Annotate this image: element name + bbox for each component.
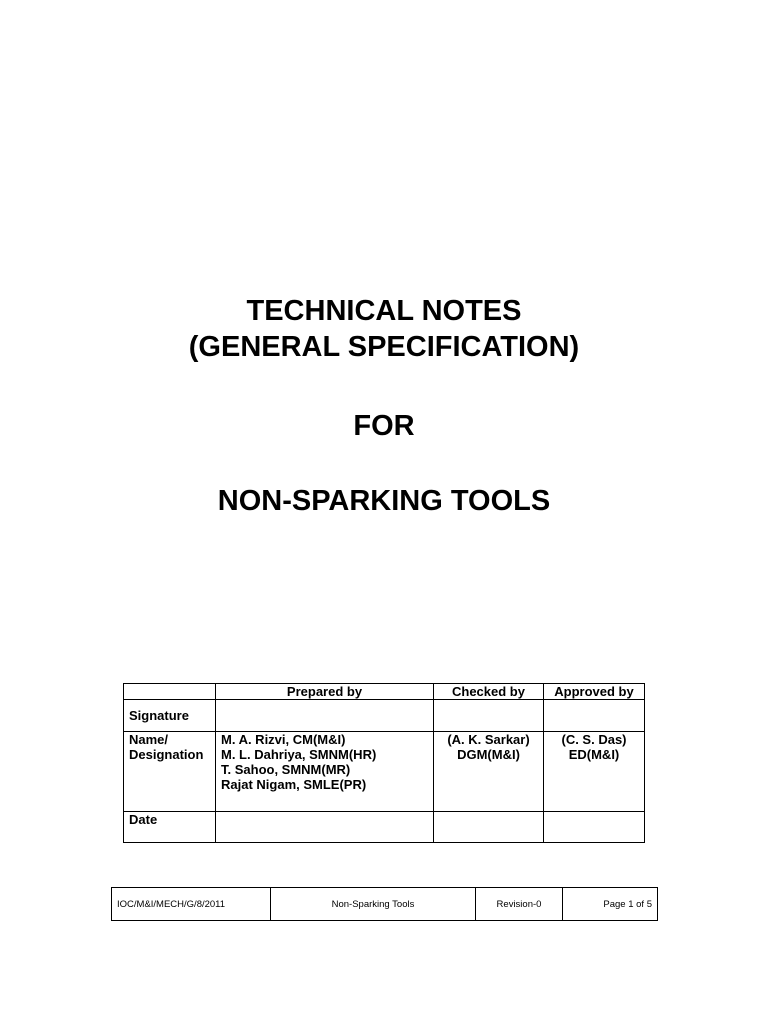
header-approved-by: Approved by [544, 684, 645, 700]
document-title [0, 293, 768, 365]
footer-revision: Revision-0 [476, 888, 563, 921]
header-checked-by: Checked by [434, 684, 544, 700]
approver-name: (C. S. Das) [561, 732, 627, 747]
approval-header-row [124, 684, 645, 700]
title-for [0, 408, 768, 444]
title-line-general-specification: (GENERAL SPECIFICATION) [188, 331, 580, 363]
checked-signature-cell [434, 700, 544, 732]
signature-label: Signature [124, 700, 216, 732]
approved-signature-cell [544, 700, 645, 732]
preparer-name: M. L. Dahriya, SMNM(HR) [221, 747, 377, 762]
approved-date-cell [544, 812, 645, 843]
title-line-for: FOR [353, 410, 415, 442]
footer-table [111, 887, 658, 921]
prepared-date-cell [216, 812, 434, 843]
checker-cell [434, 732, 544, 812]
preparer-name: T. Sahoo, SMNM(MR) [221, 762, 351, 777]
checker-name: (A. K. Sarkar) [447, 732, 530, 747]
checker-designation: DGM(M&I) [457, 747, 520, 762]
footer-page-number: Page 1 of 5 [563, 888, 658, 921]
date-row [124, 812, 645, 843]
header-prepared-by: Prepared by [216, 684, 434, 700]
name-designation-row [124, 732, 645, 812]
name-designation-label [124, 732, 216, 812]
preparers-cell [216, 732, 434, 812]
header-blank [124, 684, 216, 700]
title-line-non-sparking-tools: NON-SPARKING TOOLS [217, 485, 551, 517]
approver-cell [544, 732, 645, 812]
checked-date-cell [434, 812, 544, 843]
title-subject [0, 483, 768, 519]
footer-doc-title: Non-Sparking Tools [271, 888, 476, 921]
designation-label: Designation [129, 747, 204, 762]
approval-table [123, 683, 645, 843]
prepared-signature-cell [216, 700, 434, 732]
title-line-technical-notes: TECHNICAL NOTES [246, 295, 522, 327]
name-label: Name/ [129, 732, 169, 747]
signature-row [124, 700, 645, 732]
approver-designation: ED(M&I) [568, 747, 620, 762]
date-label: Date [124, 812, 216, 843]
preparer-name: M. A. Rizvi, CM(M&I) [221, 732, 346, 747]
preparer-name: Rajat Nigam, SMLE(PR) [221, 777, 367, 792]
footer-doc-number: IOC/M&I/MECH/G/8/2011 [112, 888, 271, 921]
footer-row [112, 888, 658, 921]
